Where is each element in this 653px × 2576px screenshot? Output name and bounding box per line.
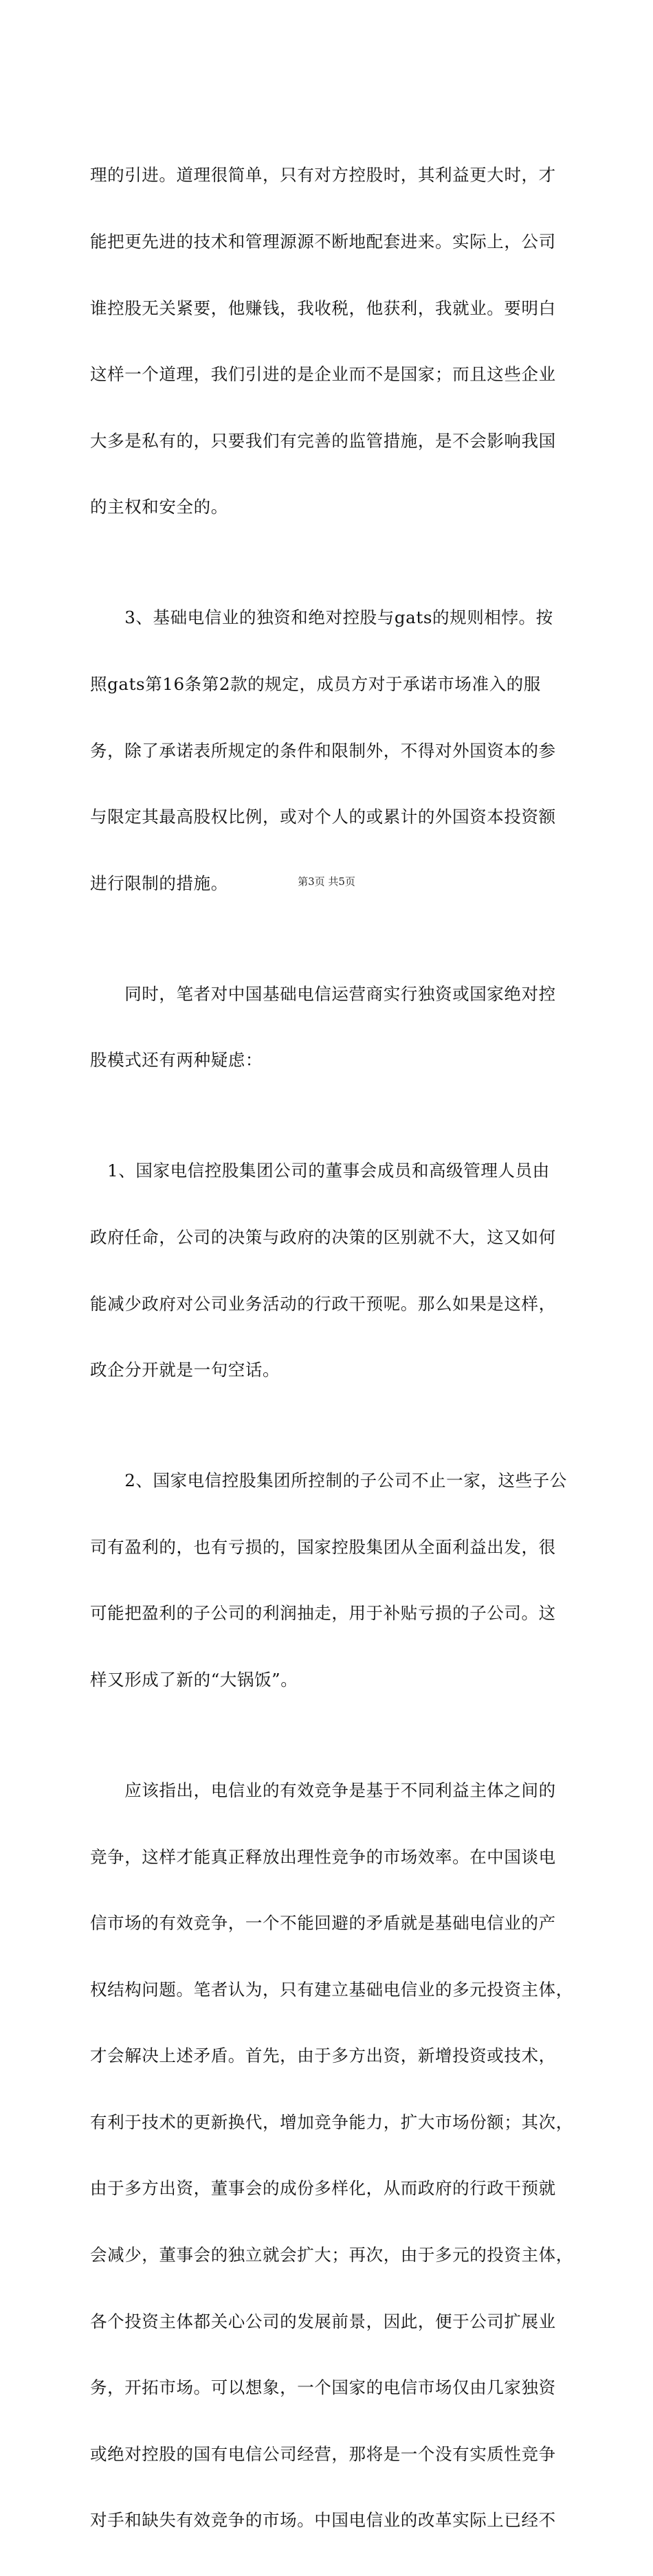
- text-line: 2、国家电信控股集团所控制的子公司不止一家，这些子公: [90, 1470, 571, 1492]
- document-body: [90, 120, 571, 2576]
- text-line: 能把更先进的技术和管理源源不断地配套进来。实际上，公司: [90, 231, 571, 253]
- text-line: 同时，笔者对中国基础电信运营商实行独资或国家绝对控: [90, 983, 571, 1005]
- page-footer: [0, 874, 653, 888]
- text-line: 理的引进。道理很简单，只有对方控股时，其利益更大时，才: [90, 164, 571, 186]
- text-line: 照gats第16条第2款的规定，成员方对于承诺市场准入的服: [90, 673, 571, 695]
- text-line: 信市场的有效竞争，一个不能回避的矛盾就是基础电信业的产: [90, 1912, 571, 1934]
- text-line: 3、基础电信业的独资和绝对控股与gats的规则相悖。按: [90, 607, 571, 629]
- page-number-label: 第3页 共5页: [298, 875, 355, 888]
- text-line: 竞争，这样才能真正释放出理性竞争的市场效率。在中国谈电: [90, 1846, 571, 1868]
- text-line: 1、国家电信控股集团公司的董事会成员和高级管理人员由: [90, 1160, 571, 1182]
- text-line: 或绝对控股的国有电信公司经营，那将是一个没有实质性竞争: [90, 2443, 571, 2465]
- paragraph-doubt-1: [90, 1116, 571, 1426]
- paragraph-conclusion: [90, 1736, 571, 2576]
- text-line: 样又形成了新的“大锅饭”。: [90, 1669, 571, 1691]
- text-line: 这样一个道理，我们引进的是企业而不是国家；而且这些企业: [90, 363, 571, 385]
- text-line: 司有盈利的，也有亏损的，国家控股集团从全面利益出发，很: [90, 1536, 571, 1558]
- text-line: 对手和缺失有效竞争的市场。中国电信业的改革实际上已经不: [90, 2509, 571, 2531]
- text-line: 有利于技术的更新换代，增加竞争能力，扩大市场份额；其次，: [90, 2112, 571, 2133]
- text-line: 进行限制的措施。: [90, 873, 571, 895]
- paragraph-doubts-intro: [90, 939, 571, 1116]
- document-page: [0, 0, 653, 923]
- text-line: 政企分开就是一句空话。: [90, 1359, 571, 1381]
- text-line: 会减少，董事会的独立就会扩大；再次，由于多元的投资主体，: [90, 2244, 571, 2266]
- text-line: 权结构问题。笔者认为，只有建立基础电信业的多元投资主体，: [90, 1979, 571, 2001]
- text-line: 股模式还有两种疑虑：: [90, 1049, 571, 1071]
- text-line: 能减少政府对公司业务活动的行政干预呢。那么如果是这样，: [90, 1293, 571, 1315]
- text-line: 由于多方出资，董事会的成份多样化，从而政府的行政干预就: [90, 2177, 571, 2199]
- text-line: 的主权和安全的。: [90, 496, 571, 518]
- text-line: 大多是私有的，只要我们有完善的监管措施，是不会影响我国: [90, 430, 571, 452]
- text-line: 应该指出，电信业的有效竞争是基于不同利益主体之间的: [90, 1780, 571, 1802]
- text-line: 各个投资主体都关心公司的发展前景，因此，便于公司扩展业: [90, 2311, 571, 2333]
- text-line: 才会解决上述矛盾。首先，由于多方出资，新增投资或技术，: [90, 2045, 571, 2067]
- text-line: 务，开拓市场。可以想象，一个国家的电信市场仅由几家独资: [90, 2377, 571, 2399]
- paragraph-doubt-2: [90, 1426, 571, 1736]
- paragraph-continued: [90, 120, 571, 563]
- text-line: 务，除了承诺表所规定的条件和限制外，不得对外国资本的参: [90, 740, 571, 762]
- text-line: 可能把盈利的子公司的利润抽走，用于补贴亏损的子公司。这: [90, 1602, 571, 1624]
- text-line: 政府任命，公司的决策与政府的决策的区别就不大，这又如何: [90, 1227, 571, 1248]
- text-line: 谁控股无关紧要，他赚钱，我收税，他获利，我就业。要明白: [90, 298, 571, 320]
- text-line: 与限定其最高股权比例，或对个人的或累计的外国资本投资额: [90, 806, 571, 828]
